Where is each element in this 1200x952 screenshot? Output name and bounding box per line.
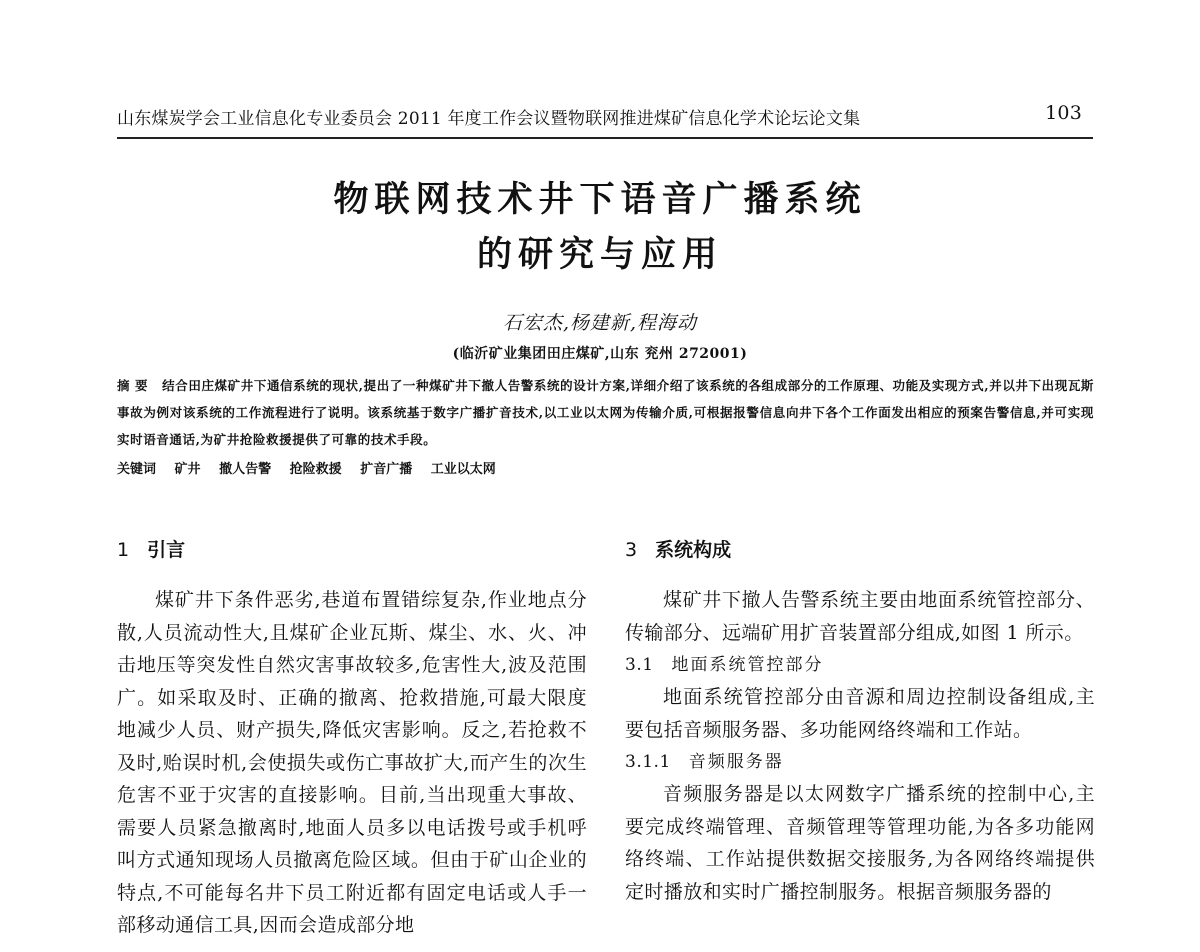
body-paragraph: 地面系统管控部分由音源和周边控制设备组成,主要包括音频服务器、多功能网络终端和工作站。 — [625, 686, 1095, 741]
section-heading — [117, 535, 587, 562]
section-heading — [625, 535, 1095, 562]
paper-title-line-1: 物联网技术井下语音广播系统 — [333, 179, 867, 220]
section-number: 1 — [117, 539, 130, 561]
subsection-heading — [625, 649, 1095, 681]
keyword: 工业以太网 — [430, 462, 496, 477]
keyword: 抢险救援 — [289, 462, 342, 477]
body-paragraph: 煤矿井下条件恶劣,巷道布置错综复杂,作业地点分散,人员流动性大,且煤矿企业瓦斯、煤尘、水、火、冲击地压等突发性自然灾害事故较多,危害性大,波及范围广。如采取及时、正确的撤离、抢救措施,可最大限度地减少人员、财产损失,降低灾害影响。反之,若抢救不及时,贻误时机,会使损失或伤亡事故扩大,而产生的次生危害不亚于灾害的直接影响。目前,当出现重大事故、需要人员紧急撤离时,地面人员多以电话拨号或手机呼叫方式通知现场人员撤离危险区域。但由于矿山企业的特点,不可能每名井下员工附近都有固定电话或人手一部移动通信工具,因而会造成部分地 — [117, 589, 587, 936]
keywords — [117, 458, 510, 477]
subsection-title: 地面系统管控部分 — [671, 655, 824, 675]
page-number: 103 — [1045, 102, 1082, 124]
keyword: 矿井 — [174, 462, 201, 477]
abstract-label: 摘 要 — [117, 378, 149, 393]
subsection-title: 音频服务器 — [688, 752, 784, 772]
subsection-number: 3.1.1 — [625, 752, 671, 772]
abstract — [117, 372, 1094, 453]
affiliation: (临沂矿业集团田庄煤矿,山东 兖州 272001) — [452, 346, 748, 362]
subsection-heading — [625, 746, 1095, 778]
keywords-label: 关键词 — [117, 462, 157, 477]
section-number: 3 — [625, 539, 638, 561]
keyword: 撤人告警 — [219, 462, 272, 477]
running-head — [117, 104, 1082, 129]
right-column — [625, 535, 1095, 908]
abstract-text: 结合田庄煤矿井下通信系统的现状,提出了一种煤矿井下撤人告警系统的设计方案,详细介绍了该系统的各组成部分的工作原理、功能及实现方式,并以井下出现瓦斯事故为例对该系统的工作流程进行了说明。该系统基于数字广播扩音技术,以工业以太网为传输介质,可根据报警信息向井下各个工作面发出相应的预案告警信息,并可实现实时语音通话,为矿井抢险救援提供了可靠的技术手段。 — [117, 378, 1095, 447]
section-title: 系统构成 — [655, 539, 732, 561]
left-column — [117, 535, 587, 942]
paper-title-line-2: 的研究与应用 — [476, 234, 723, 275]
body-paragraph: 音频服务器是以太网数字广播系统的控制中心,主要完成终端管理、音频管理等管理功能,为各多功能网络终端、工作站提供数据交接服务,为各网络终端提供定时播放和实时广播控制服务。根据音频服务器的 — [625, 783, 1095, 903]
section-title: 引言 — [147, 539, 186, 561]
running-title: 山东煤炭学会工业信息化专业委员会 2011 年度工作会议暨物联网推进煤矿信息化学术论坛论文集 — [117, 109, 861, 129]
subsection-number: 3.1 — [625, 655, 654, 675]
keyword: 扩音广播 — [360, 462, 413, 477]
body-paragraph: 煤矿井下撤人告警系统主要由地面系统管控部分、传输部分、远端矿用扩音装置部分组成,如图 1 所示。 — [625, 589, 1095, 644]
header-rule — [117, 137, 1093, 139]
authors: 石宏杰,杨建新,程海动 — [502, 312, 698, 334]
